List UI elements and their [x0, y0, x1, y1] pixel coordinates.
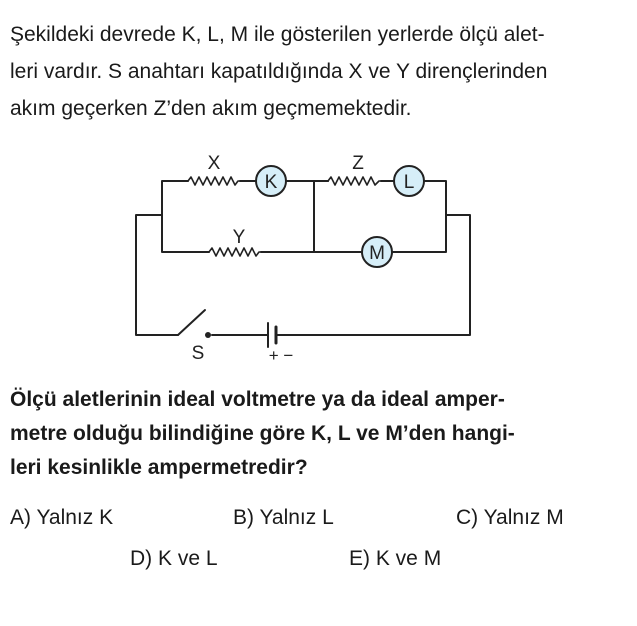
question-line-3: leri kesinlikle ampermetredir? — [10, 456, 308, 479]
resistor-z-label: Z — [352, 153, 364, 174]
resistor-y — [209, 248, 261, 256]
meter-l-label: L — [403, 172, 415, 193]
choice-c[interactable]: C) Yalnız M — [456, 506, 564, 529]
meter-k-label: K — [264, 172, 278, 193]
question-prompt — [10, 383, 610, 485]
resistor-z — [328, 177, 381, 185]
choice-a[interactable]: A) Yalnız K — [10, 506, 114, 529]
switch-contact — [205, 332, 211, 338]
wire-m-right — [392, 215, 446, 252]
intro-line-3: akım geçerken Z’den akım geçmemektedir. — [10, 97, 412, 120]
question-line-1: Ölçü aletlerinin ideal voltmetre ya da ideal amper- — [10, 388, 505, 411]
resistor-x — [188, 177, 240, 185]
choice-b[interactable]: B) Yalnız L — [233, 506, 334, 529]
resistor-y-label: Y — [232, 227, 246, 248]
question-line-2: metre olduğu bilindiğine göre K, L ve M’den hangi- — [10, 422, 515, 445]
wire-left-loop — [136, 181, 184, 335]
wire-y-branch — [162, 215, 209, 252]
switch-label: S — [191, 343, 205, 364]
intro-line-2: leri vardır. S anahtarı kapatıldığında X ve Y dirençlerinden — [10, 60, 548, 83]
choice-e[interactable]: E) K ve M — [349, 547, 442, 570]
switch-lever — [178, 310, 205, 335]
choice-d[interactable]: D) K ve L — [130, 547, 218, 570]
battery-polarity-label: + − — [268, 346, 294, 365]
battery — [268, 323, 284, 347]
meter-m-label: M — [369, 243, 385, 264]
resistor-x-label: X — [207, 153, 221, 174]
intro-line-1: Şekildeki devrede K, L, M ile gösterilen yerlerde ölçü alet- — [10, 23, 545, 46]
